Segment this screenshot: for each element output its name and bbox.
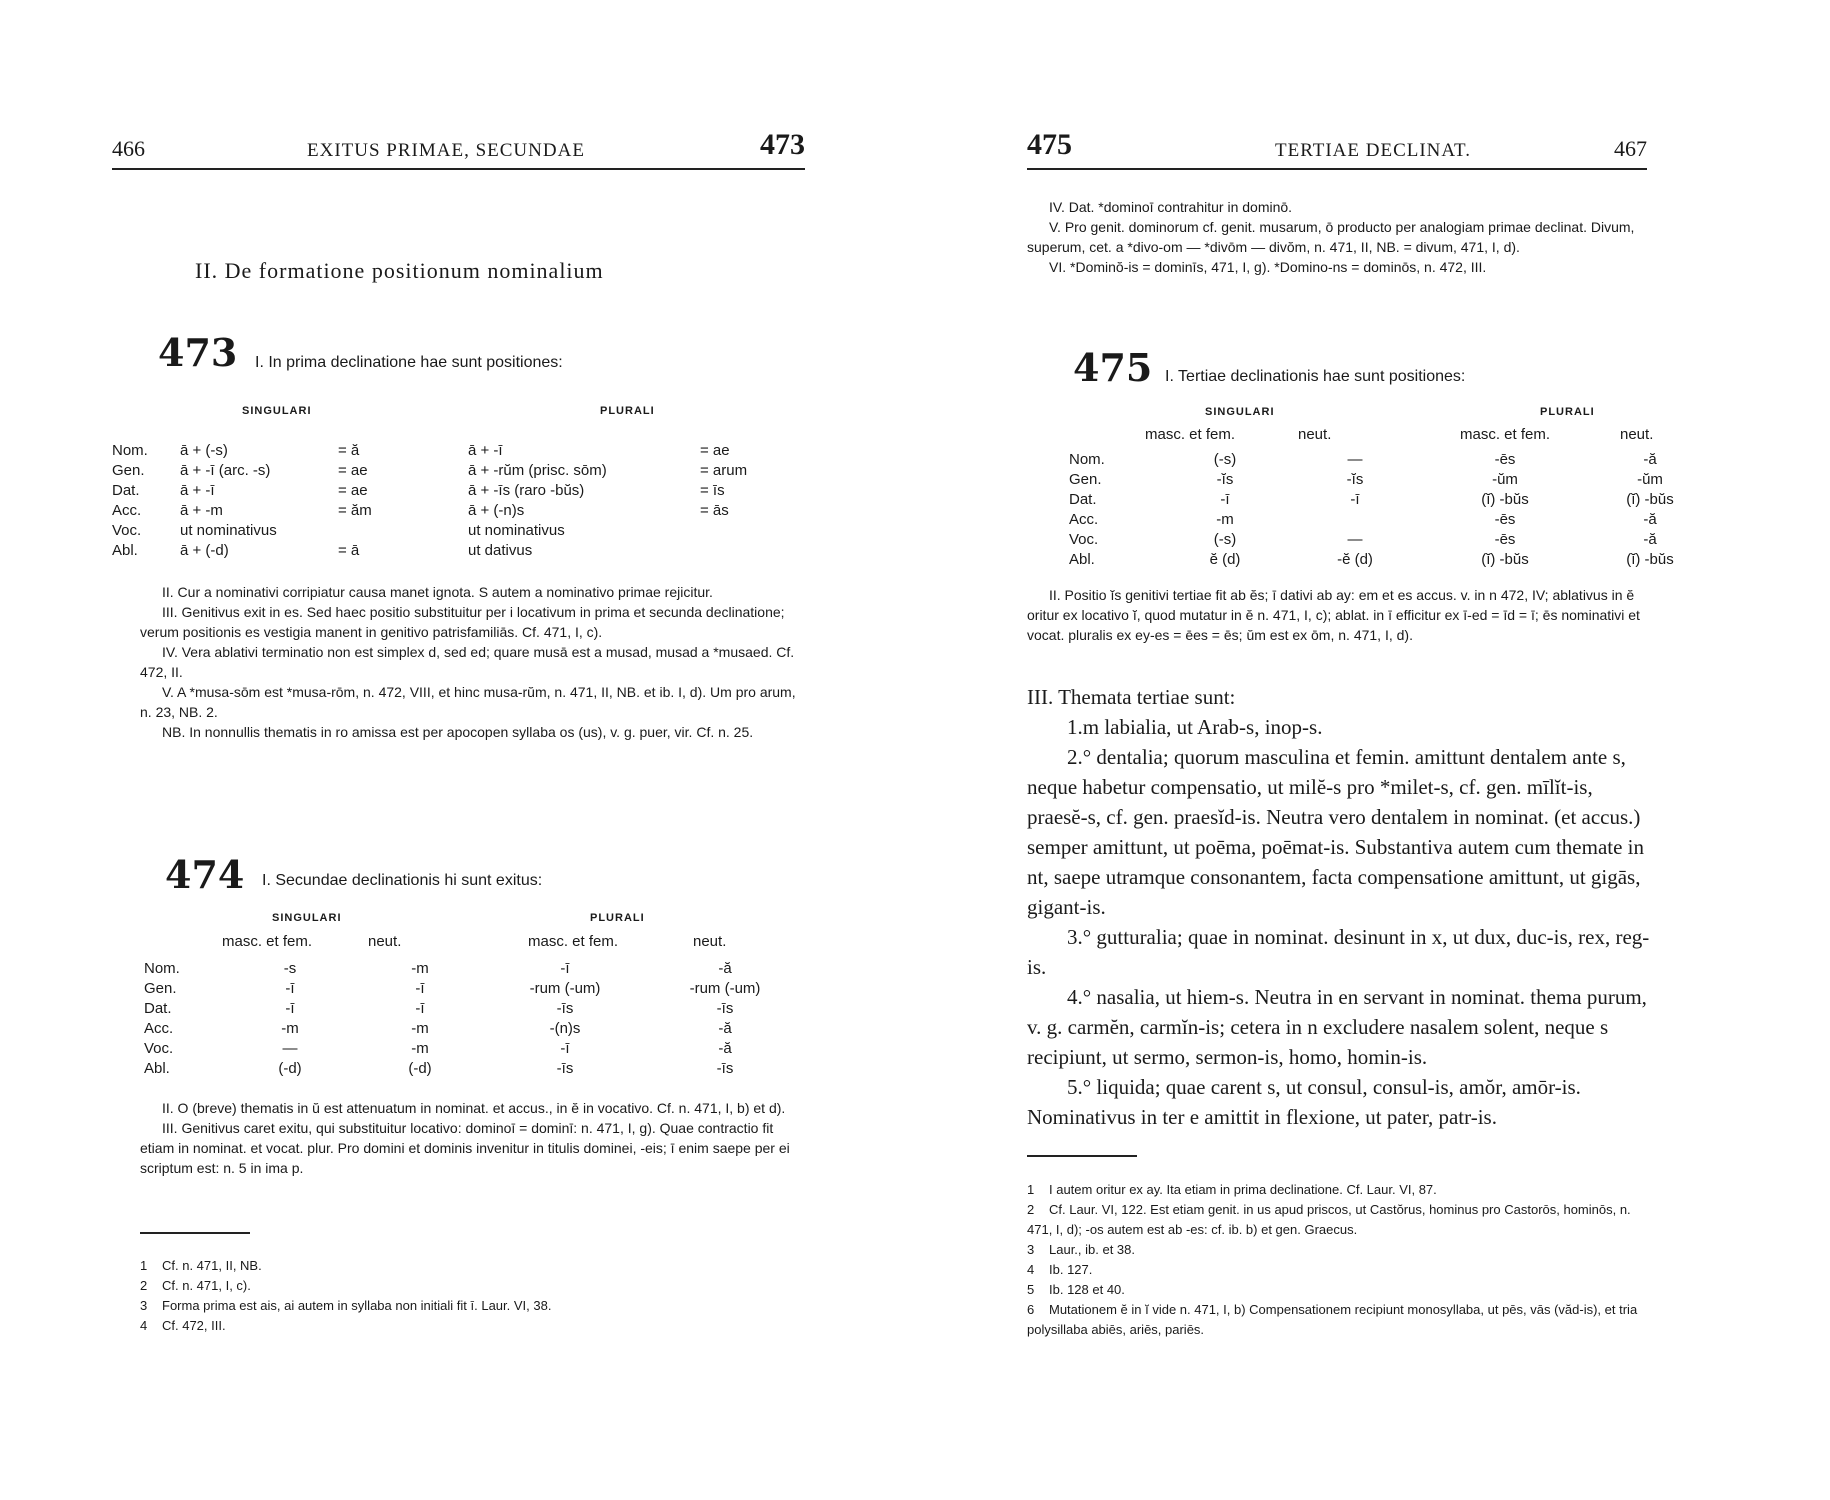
- note-paragraph: IV. Dat. *dominoī contrahitur in dominō.: [1049, 199, 1293, 215]
- table-cell: -ēs: [1494, 450, 1516, 468]
- table-cell: [696, 540, 816, 560]
- table-cell: -rum (-um): [529, 979, 601, 997]
- table-cell: -m: [281, 1019, 299, 1037]
- table-cell: [334, 520, 464, 540]
- table-cell: = ae: [338, 481, 368, 499]
- footnote: [140, 1276, 551, 1296]
- right-page: [915, 0, 1830, 1500]
- table-cell: = arum: [700, 461, 748, 479]
- body-paragraph: 3.° gutturalia; quae in nominat. desinunt in x, ut dux, duc-is, rex, reg-is.: [1027, 925, 1650, 979]
- note-paragraph: II. O (breve) thematis in ŭ est attenuatum in nominat. et accus., in ĕ in vocativo. Cf. n. 471, I, b) et d).: [162, 1100, 786, 1116]
- table-cell: -ă: [718, 1019, 732, 1037]
- table-cell: (-d): [278, 1059, 302, 1077]
- footnote: [1027, 1280, 1652, 1300]
- footnote-text: Ib. 128 et 40.: [1049, 1282, 1125, 1297]
- table-cell: -ī: [285, 999, 295, 1017]
- table-cell: -ēs: [1494, 510, 1516, 528]
- table-row: [140, 1038, 800, 1058]
- case-label: Gen.: [112, 461, 145, 479]
- table-cell: -(n)s: [549, 1019, 581, 1037]
- table-cell: —: [1347, 450, 1363, 468]
- table-cell: -m: [1216, 510, 1234, 528]
- table-row: [1065, 469, 1705, 489]
- table-row: [108, 440, 816, 460]
- footnote-text: Cf. Laur. VI, 122. Est etiam genit. in us apud priscos, ut Castŏrus, hominus pro Castorōs, hominōs, n. 471, I, d); -os autem est ab -es: cf. ib. b) et gen. Graecus.: [1027, 1202, 1631, 1237]
- body-paragraph: 5.° liquida; quae carent s, ut consul, consul-is, amŏr, amōr-is. Nominativus in ter e amittit in flexione, ut pater, patr-is.: [1027, 1075, 1581, 1129]
- case-label: Dat.: [1069, 490, 1097, 508]
- table-cell: (-s): [1213, 450, 1237, 468]
- table-row: [140, 978, 800, 998]
- case-label: Abl.: [1069, 550, 1095, 568]
- table-cell: -ī: [1220, 490, 1230, 508]
- table-cell: -ī: [560, 1039, 570, 1057]
- table-cell: -ī: [415, 979, 425, 997]
- table-cell: -m: [411, 1039, 429, 1057]
- footnote: [1027, 1200, 1652, 1240]
- section-title: II. De formatione positionum nominalium: [195, 258, 604, 283]
- table-row: [108, 540, 816, 560]
- footnotes-right: [1027, 1180, 1652, 1340]
- paradigm-table-473: [108, 440, 816, 560]
- table-row: [1065, 489, 1705, 509]
- heading-plural: PLURALI: [590, 912, 645, 924]
- footnote-number: 5: [1027, 1282, 1035, 1297]
- page-header: [1027, 128, 1647, 170]
- footnote: [140, 1316, 551, 1336]
- footnote: [1027, 1260, 1652, 1280]
- body-paragraph: 4.° nasalia, ut hiem-s. Neutra in en servant in nominat. thema purum, v. g. carmĕn, carmĭn-is; cetera in n excludere nasalem solent, neque s recipiunt, ut sermo, sermon-is, homo, homin-is.: [1027, 985, 1647, 1069]
- table-cell: (ĭ) -bŭs: [1481, 550, 1529, 568]
- footnote-text: Cf. 472, III.: [162, 1318, 226, 1333]
- section-number-475: 475: [1073, 345, 1153, 390]
- note-paragraph: III. Genitivus exit in es. Sed haec positio substituitur per i locativum in prima et secunda declinatione; verum positionis es vestigia manent in genitivo patrisfamiliās. Cf. 471, I, c).: [140, 604, 785, 640]
- continued-notes: [1027, 197, 1652, 277]
- note-paragraph: II. Positio ĭs genitivi tertiae fit ab ĕs; ī dativi ab ay: em et es accus. v. in n 472, IV; ablativus in ĕ oritur ex locativo ĭ, quod mutatur in ĕ n. 471, I, c); ablat. in ī efficitur ex ī-ed = īd = ī; ēs nominativi et vocat. pluralis ex ey-es = ēes = ēs; ŭm est ex ōm, n. 471, I, d).: [1027, 587, 1640, 643]
- footnote-number: 3: [140, 1298, 148, 1313]
- table-cell: -īs: [716, 999, 734, 1017]
- table-row: [108, 480, 816, 500]
- table-cell: = ā: [338, 541, 360, 559]
- table-cell: ā + (-n)s: [468, 501, 525, 519]
- case-label: Dat.: [144, 999, 172, 1017]
- table-cell: -īs: [556, 999, 574, 1017]
- table-cell: ā + (-s): [180, 441, 228, 459]
- table-cell: ā + -īs (raro -bŭs): [468, 481, 585, 499]
- footnote-number: 1: [140, 1258, 148, 1273]
- table-cell: [696, 520, 816, 540]
- header-section-number: 475: [1027, 128, 1072, 161]
- column-heading: neut.: [1298, 426, 1332, 443]
- note-paragraph: V. Pro genit. dominorum cf. genit. musarum, ō producto per analogiam primae declinat. Divum, superum, cet. a *divo-om — *divōm — divŏm, n. 471, II, NB. = divum, 471, I, d).: [1027, 219, 1635, 255]
- table-cell: = ăm: [338, 501, 372, 519]
- body-paragraph: 2.° dentalia; quorum masculina et femin. amittunt dentalem ante s, neque habetur compensatio, ut milĕ-s pro *milet-s, cf. gen. mīlĭt-is, praesĕ-s, cf. gen. praesĭd-is. Neutra vero dentalem in nominat. (et accus.) semper amittunt, ut poēma, poēmat-is. Substantiva autem cum themate in nt, saepe utramque consonantem, facta compensatione amittunt, ut gigās, gigant-is.: [1027, 745, 1645, 919]
- table-row: [140, 1018, 800, 1038]
- section-intro-475: I. Tertiae declinationis hae sunt positiones:: [1165, 368, 1466, 385]
- footnote-text: Cf. n. 471, I, c).: [162, 1278, 251, 1293]
- footnote-number: 4: [140, 1318, 148, 1333]
- table-cell: -ī: [560, 959, 570, 977]
- footnote-text: Mutationem ĕ in ĭ vide n. 471, I, b) Compensationem recipiunt monosyllaba, ut pēs, vās (văd-is), et tria polysillaba abiēs, ariēs, pariēs.: [1027, 1302, 1638, 1337]
- paradigm-table-475: [1065, 449, 1705, 569]
- table-cell: ā + -ī: [180, 481, 215, 499]
- footnote-rule: [140, 1232, 250, 1234]
- table-cell: ĕ (d): [1209, 550, 1241, 568]
- table-cell: = ă: [338, 441, 360, 459]
- table-cell: -ă: [1643, 530, 1657, 548]
- note-paragraph: NB. In nonnullis thematis in ro amissa est per apocopen syllaba os (us), v. g. puer, vir. Cf. n. 25.: [162, 724, 754, 740]
- case-label: Gen.: [1069, 470, 1102, 488]
- table-cell: -ēs: [1494, 530, 1516, 548]
- table-cell: ut dativus: [468, 541, 533, 559]
- table-cell: -ă: [718, 1039, 732, 1057]
- footnote-text: Forma prima est ais, ai autem in syllaba non initiali fit ī. Laur. VI, 38.: [162, 1298, 552, 1313]
- footnote-text: Cf. n. 471, II, NB.: [162, 1258, 262, 1273]
- table-cell: (ĭ) -bŭs: [1481, 490, 1529, 508]
- case-label: Abl.: [112, 541, 138, 559]
- table-cell: ā + -ī: [468, 441, 503, 459]
- case-label: Acc.: [112, 501, 142, 519]
- table-cell: —: [282, 1039, 298, 1057]
- page-header: [112, 128, 805, 170]
- table-cell: ā + -rŭm (prisc. sōm): [468, 461, 607, 479]
- note-paragraph: II. Cur a nominativi corripiatur causa manet ignota. S autem a nominativo primae rejicitur.: [162, 584, 713, 600]
- heading-plural: PLURALI: [1540, 406, 1595, 418]
- footnote-text: Laur., ib. et 38.: [1049, 1242, 1136, 1257]
- footnote-text: Ib. 127.: [1049, 1262, 1093, 1277]
- table-cell: ut nominativus: [468, 521, 565, 539]
- case-label: Nom.: [112, 441, 148, 459]
- table-cell: = īs: [700, 481, 725, 499]
- footnote: [1027, 1180, 1652, 1200]
- footnote: [140, 1296, 551, 1316]
- column-heading: neut.: [693, 933, 727, 950]
- table-cell: ut nominativus: [180, 521, 277, 539]
- table-cell: -ī: [1350, 490, 1360, 508]
- table-cell: -ī: [285, 979, 295, 997]
- table-cell: —: [1347, 530, 1363, 548]
- table-cell: -ă: [1643, 510, 1657, 528]
- table-row: [1065, 509, 1705, 529]
- footnote: [1027, 1300, 1652, 1340]
- case-label: Gen.: [144, 979, 177, 997]
- table-cell: = ae: [700, 441, 730, 459]
- table-cell: ā + (-d): [180, 541, 229, 559]
- table-cell: -s: [283, 959, 297, 977]
- column-heading: masc. et fem.: [1460, 426, 1551, 443]
- footnote-rule: [1027, 1155, 1137, 1157]
- footnotes-left: [140, 1256, 551, 1336]
- column-heading: masc. et fem.: [1145, 426, 1236, 443]
- table-cell: = ae: [338, 461, 368, 479]
- column-heading: masc. et fem.: [222, 933, 313, 950]
- column-heading: neut.: [368, 933, 402, 950]
- table-row: [108, 460, 816, 480]
- heading-singular: SINGULARI: [1205, 406, 1275, 418]
- running-title: TERTIAE DECLINAT.: [1275, 140, 1471, 161]
- themata-body: [1027, 682, 1652, 1132]
- note-475-II: [1027, 585, 1652, 645]
- footnote-number: 2: [140, 1278, 148, 1293]
- heading-plural: PLURALI: [600, 405, 655, 417]
- body-paragraph: 1.m labialia, ut Arab-s, inop-s.: [1067, 715, 1323, 739]
- note-paragraph: IV. Vera ablativi terminatio non est simplex d, sed ed; quare musā est a musad, musad a *musaed. Cf. 472, II.: [140, 644, 795, 680]
- table-row: [140, 1058, 800, 1078]
- footnote: [1027, 1240, 1652, 1260]
- table-cell: (-d): [408, 1059, 432, 1077]
- table-row: [1065, 529, 1705, 549]
- table-cell: (ĭ) -bŭs: [1626, 490, 1674, 508]
- footnote-number: 4: [1027, 1262, 1035, 1277]
- table-cell: ā + -m: [180, 501, 223, 519]
- case-label: Voc.: [144, 1039, 174, 1057]
- case-label: Nom.: [144, 959, 180, 977]
- paradigm-table-474: [140, 958, 800, 1078]
- notes-473: [140, 582, 810, 742]
- footnote-text: I autem oritur ex ay. Ita etiam in prima declinatione. Cf. Laur. VI, 87.: [1049, 1182, 1437, 1197]
- header-section-number: 473: [760, 128, 805, 161]
- table-row: [1065, 449, 1705, 469]
- section-intro-474: I. Secundae declinationis hi sunt exitus:: [262, 872, 543, 889]
- body-paragraph: III. Themata tertiae sunt:: [1027, 685, 1236, 709]
- heading-singular: SINGULARI: [272, 912, 342, 924]
- note-paragraph: VI. *Dominŏ-is = dominīs, 471, I, g). *Domino-ns = dominōs, n. 472, III.: [1049, 259, 1487, 275]
- column-heading: neut.: [1620, 426, 1654, 443]
- case-label: Dat.: [112, 481, 140, 499]
- table-cell: -ŭm: [1637, 470, 1663, 488]
- footnote-number: 3: [1027, 1242, 1035, 1257]
- table-cell: (ĭ) -bŭs: [1626, 550, 1674, 568]
- table-cell: -ă: [718, 959, 732, 977]
- table-row: [140, 998, 800, 1018]
- table-cell: -ī: [415, 999, 425, 1017]
- table-row: [108, 500, 816, 520]
- table-cell: -ĭs: [1346, 470, 1364, 488]
- table-cell: -ĭs: [1216, 470, 1234, 488]
- table-cell: -m: [411, 959, 429, 977]
- table-cell: (-s): [1213, 530, 1237, 548]
- table-cell: -īs: [556, 1059, 574, 1077]
- case-label: Voc.: [112, 521, 142, 539]
- table-cell: ā + -ī (arc. -s): [180, 461, 271, 479]
- table-row: [1065, 549, 1705, 569]
- case-label: Voc.: [1069, 530, 1099, 548]
- note-paragraph: V. A *musa-sōm est *musa-rōm, n. 472, VIII, et hinc musa-rŭm, n. 471, II, NB. et ib. I, d). Um pro arum, n. 23, NB. 2.: [140, 684, 796, 720]
- table-cell: = ās: [700, 501, 729, 519]
- note-paragraph: III. Genitivus caret exitu, qui substituitur locativo: dominoī = dominī: n. 471, I, g). Quae contractio fit etiam in nominat. et vocat. plur. Pro domini et dominis invenitur in titulis dominei, -eis; ī enim saepe per ei scriptum est: n. 5 in ima p.: [140, 1120, 790, 1176]
- footnote: [140, 1256, 551, 1276]
- column-heading: masc. et fem.: [528, 933, 619, 950]
- footnote-number: 1: [1027, 1182, 1035, 1197]
- section-number-474: 474: [165, 852, 245, 897]
- page-number: 467: [1614, 136, 1647, 161]
- notes-474: [140, 1098, 810, 1178]
- table-row: [140, 958, 800, 978]
- table-cell: -rum (-um): [689, 979, 761, 997]
- table-cell: [1295, 509, 1415, 529]
- heading-singular: SINGULARI: [242, 405, 312, 417]
- footnote-number: 6: [1027, 1302, 1035, 1317]
- table-row: [108, 520, 816, 540]
- table-cell: -īs: [716, 1059, 734, 1077]
- case-label: Acc.: [144, 1019, 174, 1037]
- table-cell: -ă: [1643, 450, 1657, 468]
- case-label: Nom.: [1069, 450, 1105, 468]
- page-number: 466: [112, 136, 145, 161]
- footnote-number: 2: [1027, 1202, 1035, 1217]
- case-label: Acc.: [1069, 510, 1099, 528]
- table-cell: -m: [411, 1019, 429, 1037]
- table-cell: -ĕ (d): [1337, 550, 1373, 568]
- section-number-473: 473: [158, 330, 238, 375]
- running-title: EXITUS PRIMAE, SECUNDAE: [307, 140, 585, 161]
- case-label: Abl.: [144, 1059, 170, 1077]
- section-intro-473: I. In prima declinatione hae sunt positiones:: [255, 354, 563, 371]
- table-cell: -ŭm: [1492, 470, 1518, 488]
